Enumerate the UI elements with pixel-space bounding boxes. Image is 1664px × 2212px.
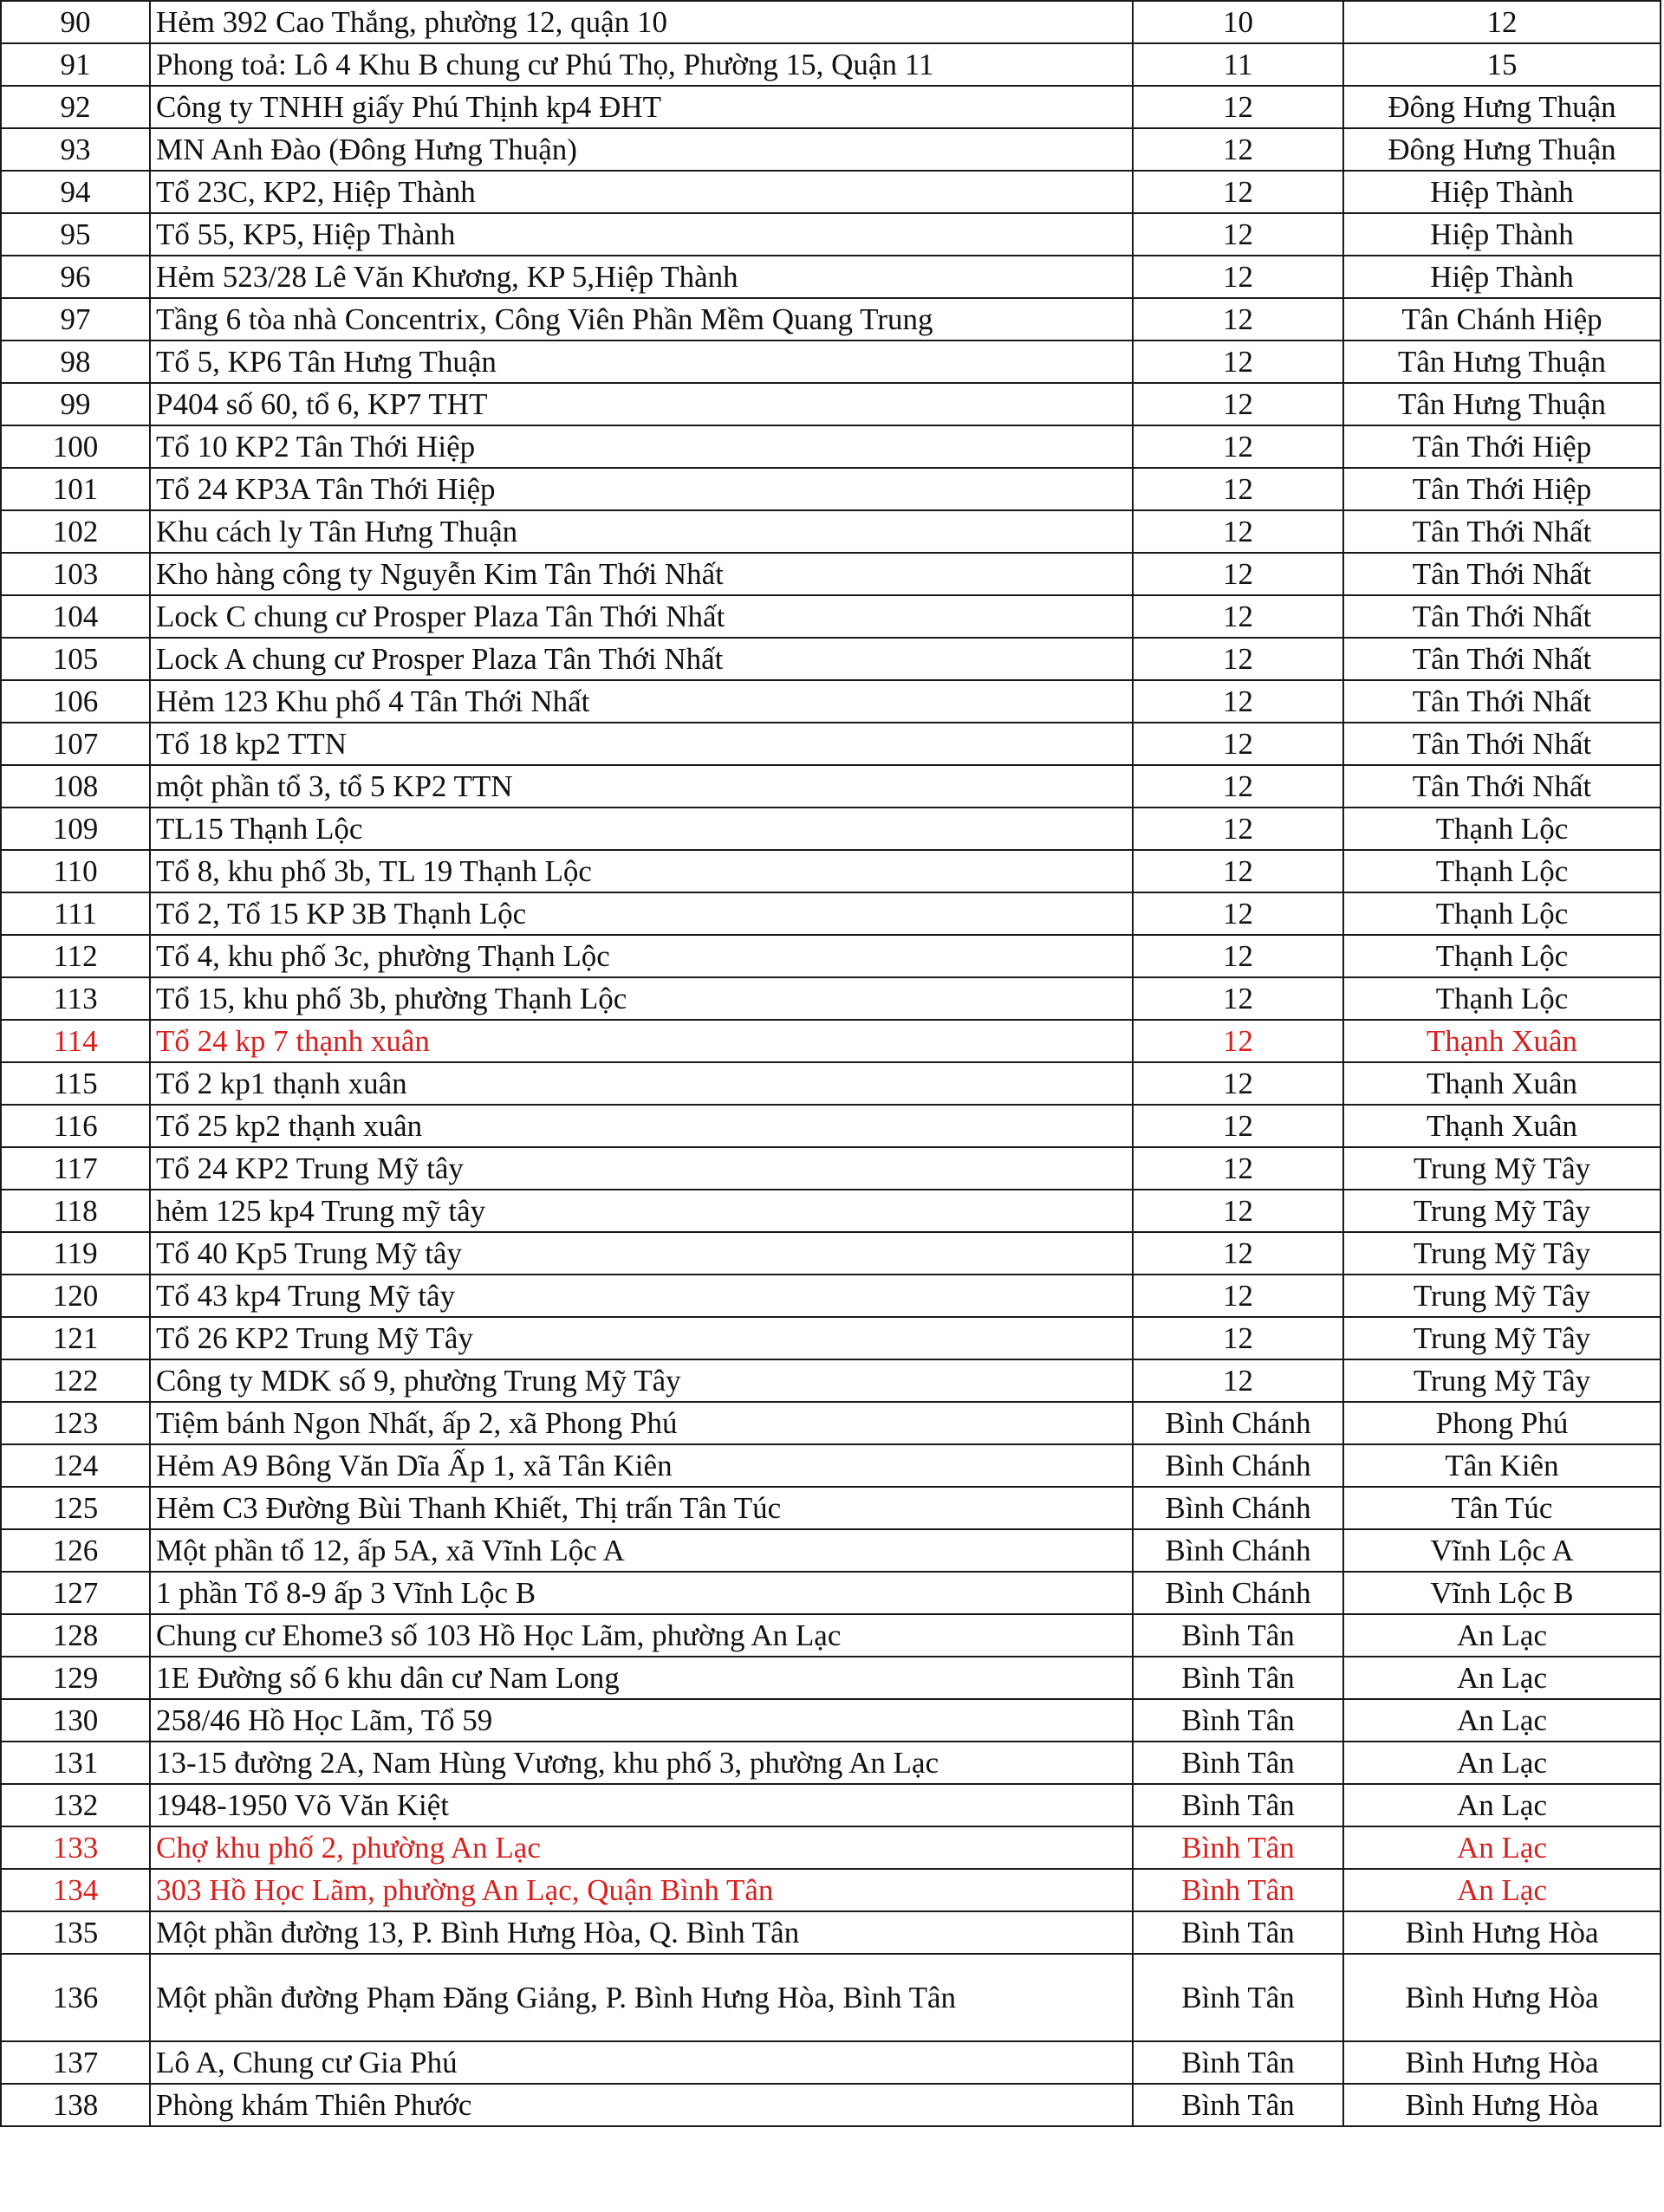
address-cell: 13-15 đường 2A, Nam Hùng Vương, khu phố 3, phường An Lạc (150, 1742, 1133, 1784)
row-number: 131 (1, 1742, 150, 1784)
table-row (1, 765, 1661, 808)
table-row (1, 341, 1661, 383)
table-row (1, 1784, 1661, 1826)
ward-cell: An Lạc (1343, 1826, 1661, 1869)
ward-cell: Bình Hưng Hòa (1343, 1954, 1661, 2041)
row-number: 135 (1, 1911, 150, 1954)
address-cell: Tổ 5, KP6 Tân Hưng Thuận (150, 341, 1133, 383)
address-cell: Tổ 25 kp2 thạnh xuân (150, 1105, 1133, 1147)
address-cell: Tổ 2 kp1 thạnh xuân (150, 1062, 1133, 1105)
table-row (1, 1190, 1661, 1232)
ward-cell: Tân Thới Nhất (1343, 595, 1661, 638)
table-row (1, 1529, 1661, 1572)
table-row (1, 1572, 1661, 1614)
district-cell: 12 (1133, 425, 1343, 468)
district-cell: Bình Tân (1133, 1784, 1343, 1826)
address-cell: Một phần đường 13, P. Bình Hưng Hòa, Q. Bình Tân (150, 1911, 1133, 1954)
address-cell: Phong toả: Lô 4 Khu B chung cư Phú Thọ, Phường 15, Quận 11 (150, 43, 1133, 86)
address-cell: Tổ 15, khu phố 3b, phường Thạnh Lộc (150, 977, 1133, 1020)
ward-cell: Tân Hưng Thuận (1343, 383, 1661, 425)
address-cell: Tổ 24 KP3A Tân Thới Hiệp (150, 468, 1133, 510)
row-number: 110 (1, 850, 150, 892)
table-row (1, 1826, 1661, 1869)
ward-cell: Tân Thới Nhất (1343, 723, 1661, 765)
table-row (1, 1317, 1661, 1359)
row-number: 106 (1, 680, 150, 723)
row-number: 97 (1, 298, 150, 341)
district-cell: Bình Tân (1133, 1742, 1343, 1784)
row-number: 100 (1, 425, 150, 468)
ward-cell: Vĩnh Lộc B (1343, 1572, 1661, 1614)
row-number: 101 (1, 468, 150, 510)
ward-cell: Thạnh Xuân (1343, 1105, 1661, 1147)
ward-cell: Thạnh Lộc (1343, 850, 1661, 892)
row-number: 138 (1, 2084, 150, 2126)
district-cell: Bình Tân (1133, 1657, 1343, 1699)
ward-cell: An Lạc (1343, 1869, 1661, 1911)
row-number: 91 (1, 43, 150, 86)
ward-cell: Trung Mỹ Tây (1343, 1317, 1661, 1359)
district-cell: 12 (1133, 128, 1343, 171)
table-row (1, 977, 1661, 1020)
table-row (1, 1699, 1661, 1742)
address-cell: Một phần đường Phạm Đăng Giảng, P. Bình Hưng Hòa, Bình Tân (150, 1954, 1133, 2041)
address-cell: Tổ 43 kp4 Trung Mỹ tây (150, 1275, 1133, 1317)
address-cell: Tầng 6 tòa nhà Concentrix, Công Viên Phần Mềm Quang Trung (150, 298, 1133, 341)
row-number: 93 (1, 128, 150, 171)
address-cell: Hẻm C3 Đường Bùi Thanh Khiết, Thị trấn Tân Túc (150, 1487, 1133, 1529)
district-cell: 12 (1133, 935, 1343, 977)
row-number: 105 (1, 638, 150, 680)
address-cell: Một phần tổ 12, ấp 5A, xã Vĩnh Lộc A (150, 1529, 1133, 1572)
row-number: 122 (1, 1359, 150, 1402)
district-cell: 12 (1133, 850, 1343, 892)
ward-cell: Tân Hưng Thuận (1343, 341, 1661, 383)
ward-cell: Tân Thới Nhất (1343, 638, 1661, 680)
ward-cell: Tân Chánh Hiệp (1343, 298, 1661, 341)
district-cell: 12 (1133, 595, 1343, 638)
table-row (1, 638, 1661, 680)
ward-cell: Trung Mỹ Tây (1343, 1232, 1661, 1275)
row-number: 107 (1, 723, 150, 765)
row-number: 96 (1, 256, 150, 298)
address-cell: Phòng khám Thiên Phước (150, 2084, 1133, 2126)
district-cell: 12 (1133, 1062, 1343, 1105)
row-number: 103 (1, 553, 150, 595)
district-cell: Bình Tân (1133, 1614, 1343, 1657)
row-number: 116 (1, 1105, 150, 1147)
row-number: 94 (1, 171, 150, 213)
district-cell: 12 (1133, 468, 1343, 510)
table-row (1, 298, 1661, 341)
address-cell: Lô A, Chung cư Gia Phú (150, 2041, 1133, 2084)
table-row (1, 383, 1661, 425)
address-cell: Hẻm A9 Bông Văn Dĩa Ấp 1, xã Tân Kiên (150, 1444, 1133, 1487)
table-row (1, 1742, 1661, 1784)
address-cell: Công ty MDK số 9, phường Trung Mỹ Tây (150, 1359, 1133, 1402)
row-number: 90 (1, 1, 150, 43)
ward-cell: 15 (1343, 43, 1661, 86)
district-cell: Bình Tân (1133, 1911, 1343, 1954)
address-cell: một phần tổ 3, tổ 5 KP2 TTN (150, 765, 1133, 808)
table-row (1, 1954, 1661, 2041)
row-number: 133 (1, 1826, 150, 1869)
ward-cell: Tân Thới Nhất (1343, 680, 1661, 723)
ward-cell: An Lạc (1343, 1784, 1661, 1826)
ward-cell: Thạnh Xuân (1343, 1062, 1661, 1105)
row-number: 120 (1, 1275, 150, 1317)
table-row (1, 171, 1661, 213)
district-cell: 10 (1133, 1, 1343, 43)
address-cell: Chung cư Ehome3 số 103 Hồ Học Lãm, phường An Lạc (150, 1614, 1133, 1657)
ward-cell: Phong Phú (1343, 1402, 1661, 1444)
row-number: 98 (1, 341, 150, 383)
table-row (1, 723, 1661, 765)
district-cell: 12 (1133, 765, 1343, 808)
row-number: 119 (1, 1232, 150, 1275)
ward-cell: Thạnh Lộc (1343, 935, 1661, 977)
district-cell: 12 (1133, 1147, 1343, 1190)
ward-cell: Tân Thới Nhất (1343, 510, 1661, 553)
address-cell: Chợ khu phố 2, phường An Lạc (150, 1826, 1133, 1869)
address-cell: Hẻm 392 Cao Thắng, phường 12, quận 10 (150, 1, 1133, 43)
table-row (1, 1911, 1661, 1954)
district-cell: Bình Chánh (1133, 1529, 1343, 1572)
row-number: 136 (1, 1954, 150, 2041)
table-row (1, 1359, 1661, 1402)
row-number: 134 (1, 1869, 150, 1911)
row-number: 130 (1, 1699, 150, 1742)
row-number: 99 (1, 383, 150, 425)
row-number: 102 (1, 510, 150, 553)
row-number: 127 (1, 1572, 150, 1614)
row-number: 137 (1, 2041, 150, 2084)
table-row (1, 808, 1661, 850)
district-cell: 12 (1133, 808, 1343, 850)
district-cell: 12 (1133, 680, 1343, 723)
address-cell: Tiệm bánh Ngon Nhất, ấp 2, xã Phong Phú (150, 1402, 1133, 1444)
district-cell: Bình Tân (1133, 1869, 1343, 1911)
address-cell: 303 Hồ Học Lãm, phường An Lạc, Quận Bình Tân (150, 1869, 1133, 1911)
district-cell: Bình Tân (1133, 1954, 1343, 2041)
row-number: 109 (1, 808, 150, 850)
district-cell: 12 (1133, 383, 1343, 425)
table-row (1, 43, 1661, 86)
ward-cell: Trung Mỹ Tây (1343, 1190, 1661, 1232)
table-row (1, 680, 1661, 723)
district-cell: 12 (1133, 977, 1343, 1020)
ward-cell: Tân Thới Nhất (1343, 765, 1661, 808)
table-row (1, 1105, 1661, 1147)
ward-cell: Thạnh Xuân (1343, 1020, 1661, 1062)
ward-cell: Tân Thới Hiệp (1343, 425, 1661, 468)
ward-cell: Hiệp Thành (1343, 256, 1661, 298)
district-cell: 12 (1133, 510, 1343, 553)
district-cell: Bình Tân (1133, 1826, 1343, 1869)
address-cell: Tổ 24 kp 7 thạnh xuân (150, 1020, 1133, 1062)
district-cell: 12 (1133, 213, 1343, 256)
district-cell: Bình Tân (1133, 1699, 1343, 1742)
ward-cell: Hiệp Thành (1343, 171, 1661, 213)
district-cell: 12 (1133, 892, 1343, 935)
district-cell: 12 (1133, 171, 1343, 213)
address-cell: Hẻm 123 Khu phố 4 Tân Thới Nhất (150, 680, 1133, 723)
district-cell: 12 (1133, 86, 1343, 128)
ward-cell: Đông Hưng Thuận (1343, 86, 1661, 128)
ward-cell: An Lạc (1343, 1657, 1661, 1699)
table-row (1, 1444, 1661, 1487)
table-row (1, 1487, 1661, 1529)
row-number: 121 (1, 1317, 150, 1359)
address-cell: Tổ 40 Kp5 Trung Mỹ tây (150, 1232, 1133, 1275)
ward-cell: Đông Hưng Thuận (1343, 128, 1661, 171)
ward-cell: Tân Thới Hiệp (1343, 468, 1661, 510)
address-cell: Lock A chung cư Prosper Plaza Tân Thới Nhất (150, 638, 1133, 680)
address-cell: Tổ 23C, KP2, Hiệp Thành (150, 171, 1133, 213)
row-number: 117 (1, 1147, 150, 1190)
address-cell: Khu cách ly Tân Hưng Thuận (150, 510, 1133, 553)
table-row (1, 86, 1661, 128)
ward-cell: Thạnh Lộc (1343, 892, 1661, 935)
ward-cell: Trung Mỹ Tây (1343, 1147, 1661, 1190)
address-cell: hẻm 125 kp4 Trung mỹ tây (150, 1190, 1133, 1232)
table-row (1, 2041, 1661, 2084)
ward-cell: Vĩnh Lộc A (1343, 1529, 1661, 1572)
table-row (1, 1, 1661, 43)
address-cell: Công ty TNHH giấy Phú Thịnh kp4 ĐHT (150, 86, 1133, 128)
address-cell: Tổ 18 kp2 TTN (150, 723, 1133, 765)
district-cell: Bình Tân (1133, 2084, 1343, 2126)
district-cell: 12 (1133, 553, 1343, 595)
row-number: 92 (1, 86, 150, 128)
address-cell: Hẻm 523/28 Lê Văn Khương, KP 5,Hiệp Thành (150, 256, 1133, 298)
table-row (1, 425, 1661, 468)
address-cell: 1 phần Tổ 8-9 ấp 3 Vĩnh Lộc B (150, 1572, 1133, 1614)
table-row (1, 1402, 1661, 1444)
district-cell: 11 (1133, 43, 1343, 86)
ward-cell: Trung Mỹ Tây (1343, 1275, 1661, 1317)
ward-cell: Hiệp Thành (1343, 213, 1661, 256)
district-cell: 12 (1133, 1105, 1343, 1147)
table-row (1, 892, 1661, 935)
row-number: 104 (1, 595, 150, 638)
address-cell: 1948-1950 Võ Văn Kiệt (150, 1784, 1133, 1826)
ward-cell: 12 (1343, 1, 1661, 43)
row-number: 126 (1, 1529, 150, 1572)
address-cell: Kho hàng công ty Nguyễn Kim Tân Thới Nhất (150, 553, 1133, 595)
table-row (1, 1614, 1661, 1657)
table-row (1, 213, 1661, 256)
district-cell: 12 (1133, 1359, 1343, 1402)
address-cell: Tổ 4, khu phố 3c, phường Thạnh Lộc (150, 935, 1133, 977)
ward-cell: An Lạc (1343, 1614, 1661, 1657)
table-row (1, 1232, 1661, 1275)
ward-cell: Thạnh Lộc (1343, 808, 1661, 850)
district-cell: 12 (1133, 723, 1343, 765)
row-number: 112 (1, 935, 150, 977)
address-cell: Tổ 26 KP2 Trung Mỹ Tây (150, 1317, 1133, 1359)
table-row (1, 2084, 1661, 2126)
address-cell: Lock C chung cư Prosper Plaza Tân Thới Nhất (150, 595, 1133, 638)
address-cell: P404 số 60, tổ 6, KP7 THT (150, 383, 1133, 425)
ward-cell: Tân Thới Nhất (1343, 553, 1661, 595)
district-cell: Bình Chánh (1133, 1444, 1343, 1487)
row-number: 123 (1, 1402, 150, 1444)
address-cell: MN Anh Đào (Đông Hưng Thuận) (150, 128, 1133, 171)
ward-cell: Bình Hưng Hòa (1343, 1911, 1661, 1954)
row-number: 95 (1, 213, 150, 256)
address-cell: 1E Đường số 6 khu dân cư Nam Long (150, 1657, 1133, 1699)
table-row (1, 553, 1661, 595)
ward-cell: An Lạc (1343, 1699, 1661, 1742)
district-cell: 12 (1133, 256, 1343, 298)
row-number: 118 (1, 1190, 150, 1232)
table-row (1, 595, 1661, 638)
ward-cell: Tân Túc (1343, 1487, 1661, 1529)
table-body (1, 1, 1661, 2126)
address-cell: Tổ 55, KP5, Hiệp Thành (150, 213, 1133, 256)
table-row (1, 935, 1661, 977)
district-cell: 12 (1133, 341, 1343, 383)
ward-cell: Thạnh Lộc (1343, 977, 1661, 1020)
row-number: 132 (1, 1784, 150, 1826)
ward-cell: Bình Hưng Hòa (1343, 2084, 1661, 2126)
ward-cell: Tân Kiên (1343, 1444, 1661, 1487)
table-row (1, 256, 1661, 298)
district-cell: Bình Chánh (1133, 1402, 1343, 1444)
row-number: 128 (1, 1614, 150, 1657)
row-number: 108 (1, 765, 150, 808)
table-row (1, 850, 1661, 892)
address-cell: TL15 Thạnh Lộc (150, 808, 1133, 850)
row-number: 129 (1, 1657, 150, 1699)
table-row (1, 1869, 1661, 1911)
row-number: 125 (1, 1487, 150, 1529)
table-row (1, 1147, 1661, 1190)
district-cell: Bình Chánh (1133, 1572, 1343, 1614)
table-row (1, 510, 1661, 553)
district-cell: 12 (1133, 298, 1343, 341)
table-row (1, 468, 1661, 510)
district-cell: 12 (1133, 1190, 1343, 1232)
table-row (1, 1062, 1661, 1105)
district-cell: 12 (1133, 1020, 1343, 1062)
address-cell: Tổ 24 KP2 Trung Mỹ tây (150, 1147, 1133, 1190)
row-number: 114 (1, 1020, 150, 1062)
district-cell: 12 (1133, 1232, 1343, 1275)
table-row (1, 1020, 1661, 1062)
ward-cell: An Lạc (1343, 1742, 1661, 1784)
address-cell: Tổ 2, Tổ 15 KP 3B Thạnh Lộc (150, 892, 1133, 935)
district-cell: 12 (1133, 1275, 1343, 1317)
address-cell: Tổ 10 KP2 Tân Thới Hiệp (150, 425, 1133, 468)
district-cell: Bình Chánh (1133, 1487, 1343, 1529)
table-row (1, 128, 1661, 171)
district-cell: 12 (1133, 638, 1343, 680)
district-cell: Bình Tân (1133, 2041, 1343, 2084)
address-cell: Tổ 8, khu phố 3b, TL 19 Thạnh Lộc (150, 850, 1133, 892)
table-row (1, 1657, 1661, 1699)
row-number: 115 (1, 1062, 150, 1105)
address-cell: 258/46 Hồ Học Lãm, Tổ 59 (150, 1699, 1133, 1742)
row-number: 111 (1, 892, 150, 935)
ward-cell: Bình Hưng Hòa (1343, 2041, 1661, 2084)
district-cell: 12 (1133, 1317, 1343, 1359)
ward-cell: Trung Mỹ Tây (1343, 1359, 1661, 1402)
row-number: 124 (1, 1444, 150, 1487)
row-number: 113 (1, 977, 150, 1020)
table-row (1, 1275, 1661, 1317)
